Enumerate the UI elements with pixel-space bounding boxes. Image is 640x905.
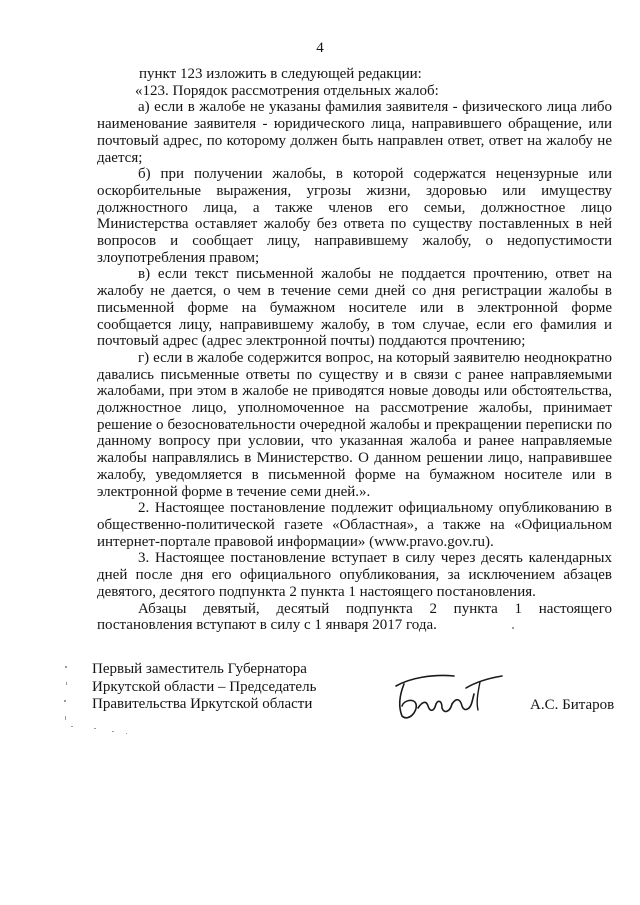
scan-dot [126,733,127,734]
scan-dot [512,627,514,629]
document-body [97,66,612,634]
scan-dot [65,716,66,720]
paragraph-intro: пункт 123 изложить в следующей редакции: [139,66,422,82]
paragraph-v: в) если текст письменной жалобы не поддается прочтению, ответ на жалобу не дается, о чем в течение семи дней со дня регистрации жалобы в письменной форме на бумажном носителе или в электронной форме сообщается лицу, направившему жалобу, в том случае, если его фамилия и почтовый адрес (адрес электронной почты) поддаются прочтению; [97,266,612,350]
position-line: Иркутской области – Председатель [92,678,317,695]
scan-dot [94,728,96,729]
paragraph-exceptions: Абзацы девятый, десятый подпункта 2 пункта 1 настоящего постановления вступают в силу с 1 января 2017 года. [97,600,612,634]
paragraph-g: г) если в жалобе содержится вопрос, на который заявителю неоднократно давались письменные ответы по существу и в связи с ранее направляемыми жалобами, при этом в жалобе не приводятся новые доводы или обстоятельства, должностное лицо, уполномоченное на рассмотрение жалобы, принимает решение о безосновательности очередной жалобы и прекращении переписки по данному вопросу при условии, что указанная жалоба и ранее направляемые жалобы направлялись в Министерство. О данном решении лицо, направившее жалобу, уведомляется в письменной форме на бумажном носителе или в электронной форме в течение семи дней.». [97,349,612,500]
paragraph-heading: «123. Порядок рассмотрения отдельных жалоб: [135,82,439,99]
scan-dot [66,682,67,685]
paragraph-effective-date: 3. Настоящее постановление вступает в силу через десять календарных дней после дня его официального опубликования, за исключением абзацев девятого, десятого подпункта 2 пункта 1 настоящего постановления. [97,550,612,600]
position-line: Правительства Иркутской области [92,696,313,712]
page-number: 4 [316,40,324,56]
signer-name: А.С. Битаров [530,697,615,713]
scan-dot [71,726,73,727]
signatory-position [92,661,316,714]
paragraph-a: а) если в жалобе не указаны фамилия заявителя - физического лица либо наименование заявителя - юридического лица, направившего обращение, или почтовый адрес, по которому должен быть направлен ответ, ответ на жалобу не дается; [97,99,612,166]
paragraph-b: б) при получении жалобы, в которой содержатся нецензурные или оскорбительные выражения, угрозы жизни, здоровью или имуществу должностного лица, а также членов его семьи, должностное лицо Министерства оставляет жалобу без ответа по существу поставленных в ней вопросов и сообщает лицу, направившему жалобу, о недопустимости злоупотребления правом; [97,166,612,266]
scan-dot [64,700,66,702]
paragraph-publication: 2. Настоящее постановление подлежит официальному опубликованию в общественно-политической газете «Областная», а также на «Официальном интернет-портале правовой информации» (www.pravo.gov.ru). [97,500,612,550]
scan-dot [112,731,114,732]
position-line: Первый заместитель Губернатора [92,661,307,677]
scan-dot [65,666,67,668]
handwritten-signature [390,664,510,722]
